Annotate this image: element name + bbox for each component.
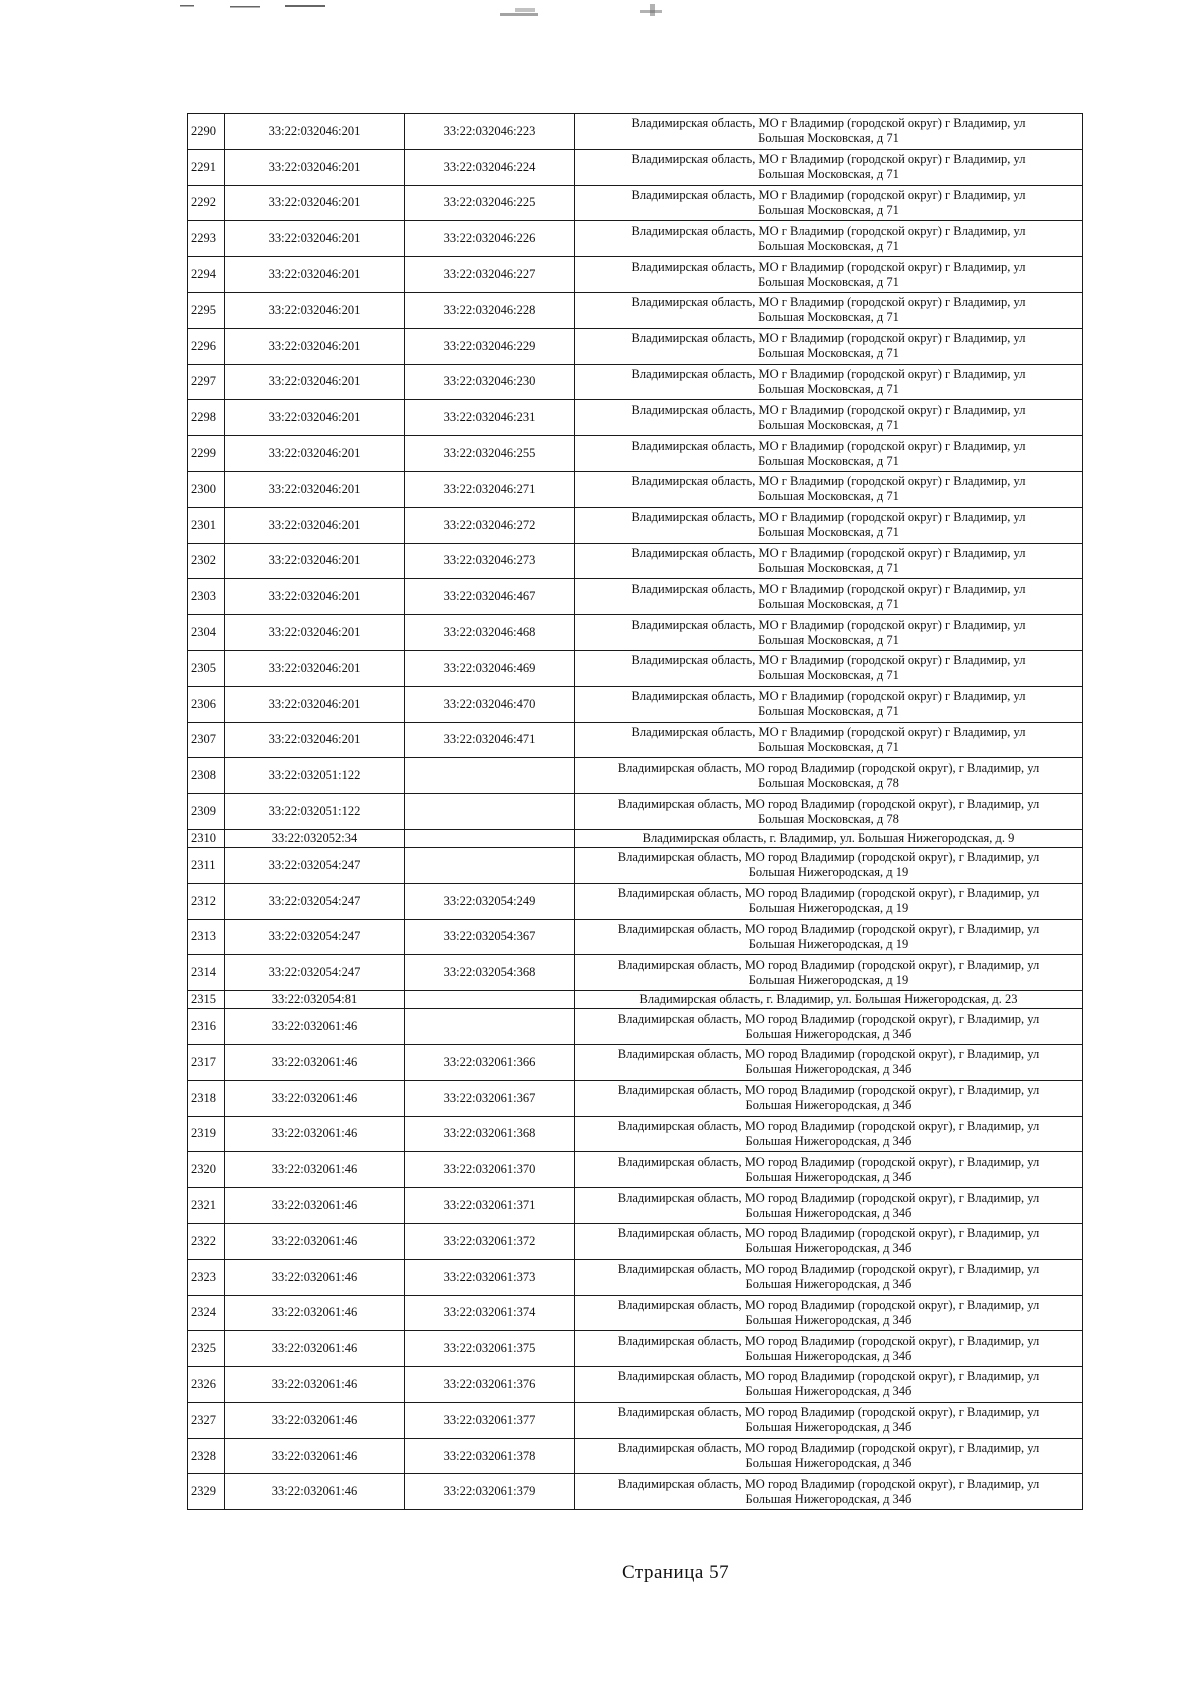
address-line-2: Большая Нижегородская, д 19 [748, 972, 909, 987]
table-row [188, 722, 1083, 758]
address-cell [575, 1474, 1083, 1510]
object-number-cell [405, 794, 575, 830]
parcel-number-cell: 33:22:032061:46 [225, 1259, 405, 1295]
parcel-number-cell: 33:22:032061:46 [225, 1402, 405, 1438]
page-number: Страница 57 [622, 1562, 730, 1583]
address-line-2: Большая Нижегородская, д 34б [745, 1205, 912, 1220]
object-number-cell: 33:22:032054:249 [405, 883, 575, 919]
row-number-cell: 2302 [188, 543, 225, 579]
table-row [188, 114, 1083, 150]
object-number-cell [405, 847, 575, 883]
parcel-number-cell: 33:22:032046:201 [225, 400, 405, 436]
address-cell [575, 543, 1083, 579]
table-row [188, 1188, 1083, 1224]
address-cell [575, 722, 1083, 758]
address-line-1: Владимирская область, г. Владимир, ул. Большая Нижегородская, д. 23 [639, 992, 1018, 1007]
address-line-2: Большая Московская, д 71 [758, 346, 899, 361]
parcel-number-cell: 33:22:032061:46 [225, 1367, 405, 1403]
address-line-1: Владимирская область, МО город Владимир (городской округ), г Владимир, ул [617, 1405, 1040, 1420]
object-number-cell: 33:22:032061:371 [405, 1188, 575, 1224]
object-number-cell: 33:22:032061:370 [405, 1152, 575, 1188]
object-number-cell: 33:22:032061:374 [405, 1295, 575, 1331]
object-number-cell: 33:22:032061:377 [405, 1402, 575, 1438]
object-number-cell: 33:22:032046:226 [405, 221, 575, 257]
address-line-1: Владимирская область, МО город Владимир (городской округ), г Владимир, ул [617, 1011, 1040, 1026]
object-number-cell: 33:22:032046:255 [405, 436, 575, 472]
table-row [188, 1402, 1083, 1438]
row-number-cell: 2306 [188, 686, 225, 722]
table-row [188, 221, 1083, 257]
parcel-number-cell: 33:22:032061:46 [225, 1295, 405, 1331]
table-row [188, 185, 1083, 221]
parcel-number-cell: 33:22:032046:201 [225, 722, 405, 758]
object-number-cell: 33:22:032061:379 [405, 1474, 575, 1510]
parcel-number-cell: 33:22:032046:201 [225, 471, 405, 507]
address-line-2: Большая Нижегородская, д 19 [748, 936, 909, 951]
address-line-2: Большая Московская, д 71 [758, 167, 899, 182]
row-number-cell: 2290 [188, 114, 225, 150]
parcel-number-cell: 33:22:032046:201 [225, 257, 405, 293]
row-number-cell: 2329 [188, 1474, 225, 1510]
address-line-2: Большая Московская, д 71 [758, 417, 899, 432]
address-line-1: Владимирская область, МО город Владимир (городской округ), г Владимир, ул [617, 1441, 1040, 1456]
row-number-cell: 2300 [188, 471, 225, 507]
parcel-number-cell: 33:22:032046:201 [225, 650, 405, 686]
address-line-2: Большая Нижегородская, д 34б [745, 1241, 912, 1256]
address-line-1: Владимирская область, МО г Владимир (городской округ) г Владимир, ул [631, 402, 1026, 417]
parcel-number-cell: 33:22:032046:201 [225, 686, 405, 722]
address-line-1: Владимирская область, МО город Владимир (городской округ), г Владимир, ул [617, 886, 1040, 901]
parcel-number-cell: 33:22:032046:201 [225, 292, 405, 328]
object-number-cell: 33:22:032061:378 [405, 1438, 575, 1474]
address-line-2: Большая Нижегородская, д 34б [745, 1312, 912, 1327]
table-row [188, 1438, 1083, 1474]
table-row [188, 579, 1083, 615]
address-line-1: Владимирская область, МО г Владимир (городской округ) г Владимир, ул [631, 438, 1026, 453]
object-number-cell: 33:22:032046:469 [405, 650, 575, 686]
address-cell [575, 829, 1083, 847]
address-line-1: Владимирская область, МО г Владимир (городской округ) г Владимир, ул [631, 152, 1026, 167]
address-line-1: Владимирская область, МО г Владимир (городской округ) г Владимир, ул [631, 223, 1026, 238]
address-line-2: Большая Нижегородская, д 34б [745, 1456, 912, 1471]
parcel-number-cell: 33:22:032046:201 [225, 328, 405, 364]
address-line-1: Владимирская область, МО город Владимир (городской округ), г Владимир, ул [617, 1333, 1040, 1348]
object-number-cell [405, 829, 575, 847]
parcel-number-cell: 33:22:032051:122 [225, 794, 405, 830]
address-cell [575, 1402, 1083, 1438]
table-row [188, 149, 1083, 185]
parcel-number-cell: 33:22:032061:46 [225, 1009, 405, 1045]
parcel-number-cell: 33:22:032054:247 [225, 847, 405, 883]
address-cell [575, 1152, 1083, 1188]
object-number-cell: 33:22:032061:366 [405, 1044, 575, 1080]
object-number-cell: 33:22:032046:467 [405, 579, 575, 615]
object-number-cell: 33:22:032061:368 [405, 1116, 575, 1152]
address-line-1: Владимирская область, МО город Владимир (городской округ), г Владимир, ул [617, 1190, 1040, 1205]
row-number-cell: 2313 [188, 919, 225, 955]
row-number-cell: 2305 [188, 650, 225, 686]
parcel-number-cell: 33:22:032061:46 [225, 1080, 405, 1116]
row-number-cell: 2312 [188, 883, 225, 919]
address-line-2: Большая Московская, д 78 [758, 775, 899, 790]
row-number-cell: 2316 [188, 1009, 225, 1045]
address-line-1: Владимирская область, МО г Владимир (городской округ) г Владимир, ул [631, 331, 1026, 346]
parcel-number-cell: 33:22:032046:201 [225, 579, 405, 615]
cadastral-register-table [187, 113, 1083, 1510]
address-line-2: Большая Московская, д 71 [758, 489, 899, 504]
parcel-number-cell: 33:22:032054:247 [225, 919, 405, 955]
address-line-1: Владимирская область, МО город Владимир (городской округ), г Владимир, ул [617, 921, 1040, 936]
table-row [188, 883, 1083, 919]
parcel-number-cell: 33:22:032051:122 [225, 758, 405, 794]
address-line-2: Большая Нижегородская, д 34б [745, 1420, 912, 1435]
address-line-1: Владимирская область, МО г Владимир (городской округ) г Владимир, ул [631, 653, 1026, 668]
table-row [188, 1331, 1083, 1367]
address-line-1: Владимирская область, МО г Владимир (городской округ) г Владимир, ул [631, 474, 1026, 489]
address-line-1: Владимирская область, МО город Владимир (городской округ), г Владимир, ул [617, 1297, 1040, 1312]
table-row [188, 400, 1083, 436]
address-line-1: Владимирская область, МО город Владимир (городской округ), г Владимир, ул [617, 1476, 1040, 1491]
row-number-cell: 2327 [188, 1402, 225, 1438]
address-line-1: Владимирская область, МО город Владимир (городской округ), г Владимир, ул [617, 760, 1040, 775]
parcel-number-cell: 33:22:032061:46 [225, 1044, 405, 1080]
row-number-cell: 2320 [188, 1152, 225, 1188]
row-number-cell: 2326 [188, 1367, 225, 1403]
address-line-1: Владимирская область, МО город Владимир (городской округ), г Владимир, ул [617, 850, 1040, 865]
address-cell [575, 991, 1083, 1009]
address-cell [575, 221, 1083, 257]
address-cell [575, 579, 1083, 615]
table-row [188, 257, 1083, 293]
address-line-2: Большая Московская, д 71 [758, 310, 899, 325]
row-number-cell: 2308 [188, 758, 225, 794]
address-cell [575, 1009, 1083, 1045]
address-line-1: Владимирская область, МО город Владимир (городской округ), г Владимир, ул [617, 1047, 1040, 1062]
address-line-2: Большая Московская, д 71 [758, 131, 899, 146]
address-line-1: Владимирская область, МО город Владимир (городской округ), г Владимир, ул [617, 1262, 1040, 1277]
object-number-cell: 33:22:032046:230 [405, 364, 575, 400]
object-number-cell: 33:22:032046:271 [405, 471, 575, 507]
address-cell [575, 185, 1083, 221]
row-number-cell: 2297 [188, 364, 225, 400]
address-line-1: Владимирская область, МО г Владимир (городской округ) г Владимир, ул [631, 617, 1026, 632]
table-row [188, 364, 1083, 400]
address-line-2: Большая Нижегородская, д 34б [745, 1277, 912, 1292]
table-row [188, 1116, 1083, 1152]
row-number-cell: 2293 [188, 221, 225, 257]
table-row [188, 471, 1083, 507]
row-number-cell: 2298 [188, 400, 225, 436]
table-row [188, 829, 1083, 847]
row-number-cell: 2309 [188, 794, 225, 830]
row-number-cell: 2294 [188, 257, 225, 293]
address-cell [575, 1223, 1083, 1259]
parcel-number-cell: 33:22:032046:201 [225, 221, 405, 257]
address-cell [575, 292, 1083, 328]
object-number-cell: 33:22:032046:272 [405, 507, 575, 543]
address-cell [575, 1331, 1083, 1367]
address-line-2: Большая Московская, д 71 [758, 596, 899, 611]
row-number-cell: 2301 [188, 507, 225, 543]
address-line-1: Владимирская область, МО город Владимир (городской округ), г Владимир, ул [617, 1154, 1040, 1169]
address-cell [575, 955, 1083, 991]
table-row [188, 955, 1083, 991]
parcel-number-cell: 33:22:032061:46 [225, 1188, 405, 1224]
table-row [188, 543, 1083, 579]
table-row [188, 436, 1083, 472]
parcel-number-cell: 33:22:032054:247 [225, 955, 405, 991]
address-line-1: Владимирская область, МО г Владимир (городской округ) г Владимир, ул [631, 187, 1026, 202]
address-line-2: Большая Нижегородская, д 34б [745, 1491, 912, 1506]
parcel-number-cell: 33:22:032061:46 [225, 1116, 405, 1152]
row-number-cell: 2321 [188, 1188, 225, 1224]
object-number-cell: 33:22:032046:223 [405, 114, 575, 150]
address-line-2: Большая Московская, д 71 [758, 739, 899, 754]
parcel-number-cell: 33:22:032054:81 [225, 991, 405, 1009]
address-cell [575, 1080, 1083, 1116]
object-number-cell: 33:22:032046:468 [405, 615, 575, 651]
parcel-number-cell: 33:22:032061:46 [225, 1474, 405, 1510]
parcel-number-cell: 33:22:032046:201 [225, 615, 405, 651]
table-row [188, 794, 1083, 830]
address-line-1: Владимирская область, МО город Владимир (городской округ), г Владимир, ул [617, 1226, 1040, 1241]
address-cell [575, 758, 1083, 794]
address-cell [575, 1044, 1083, 1080]
address-cell [575, 328, 1083, 364]
address-cell [575, 847, 1083, 883]
parcel-number-cell: 33:22:032054:247 [225, 883, 405, 919]
address-line-1: Владимирская область, МО г Владимир (городской округ) г Владимир, ул [631, 724, 1026, 739]
row-number-cell: 2304 [188, 615, 225, 651]
row-number-cell: 2325 [188, 1331, 225, 1367]
table-row [188, 1259, 1083, 1295]
address-cell [575, 615, 1083, 651]
address-line-2: Большая Московская, д 71 [758, 381, 899, 396]
address-line-2: Большая Нижегородская, д 34б [745, 1384, 912, 1399]
address-line-2: Большая Нижегородская, д 34б [745, 1098, 912, 1113]
row-number-cell: 2299 [188, 436, 225, 472]
object-number-cell: 33:22:032046:273 [405, 543, 575, 579]
table-row [188, 686, 1083, 722]
object-number-cell: 33:22:032061:373 [405, 1259, 575, 1295]
address-line-2: Большая Московская, д 71 [758, 704, 899, 719]
parcel-number-cell: 33:22:032061:46 [225, 1152, 405, 1188]
address-cell [575, 1438, 1083, 1474]
address-line-2: Большая Московская, д 71 [758, 632, 899, 647]
address-cell [575, 471, 1083, 507]
address-line-2: Большая Нижегородская, д 34б [745, 1348, 912, 1363]
row-number-cell: 2307 [188, 722, 225, 758]
address-line-2: Большая Московская, д 71 [758, 668, 899, 683]
table-row [188, 1080, 1083, 1116]
object-number-cell: 33:22:032054:367 [405, 919, 575, 955]
row-number-cell: 2311 [188, 847, 225, 883]
table-row [188, 292, 1083, 328]
address-line-2: Большая Московская, д 71 [758, 274, 899, 289]
parcel-number-cell: 33:22:032061:46 [225, 1331, 405, 1367]
parcel-number-cell: 33:22:032046:201 [225, 114, 405, 150]
row-number-cell: 2314 [188, 955, 225, 991]
row-number-cell: 2310 [188, 829, 225, 847]
object-number-cell [405, 991, 575, 1009]
table-row [188, 507, 1083, 543]
address-line-2: Большая Московская, д 71 [758, 525, 899, 540]
address-cell [575, 883, 1083, 919]
object-number-cell [405, 758, 575, 794]
object-number-cell: 33:22:032046:231 [405, 400, 575, 436]
parcel-number-cell: 33:22:032046:201 [225, 364, 405, 400]
address-line-2: Большая Нижегородская, д 34б [745, 1133, 912, 1148]
address-line-1: Владимирская область, МО г Владимир (городской округ) г Владимир, ул [631, 510, 1026, 525]
table-row [188, 615, 1083, 651]
address-line-2: Большая Московская, д 71 [758, 453, 899, 468]
address-line-2: Большая Московская, д 71 [758, 560, 899, 575]
address-line-2: Большая Нижегородская, д 34б [745, 1026, 912, 1041]
row-number-cell: 2324 [188, 1295, 225, 1331]
address-line-1: Владимирская область, МО город Владимир (городской округ), г Владимир, ул [617, 1118, 1040, 1133]
address-cell [575, 364, 1083, 400]
table-row [188, 847, 1083, 883]
table-row [188, 1009, 1083, 1045]
row-number-cell: 2292 [188, 185, 225, 221]
address-line-1: Владимирская область, г. Владимир, ул. Большая Нижегородская, д. 9 [642, 830, 1015, 845]
table-row [188, 328, 1083, 364]
address-cell [575, 919, 1083, 955]
row-number-cell: 2328 [188, 1438, 225, 1474]
address-line-2: Большая Московская, д 78 [758, 811, 899, 826]
object-number-cell: 33:22:032061:367 [405, 1080, 575, 1116]
address-cell [575, 794, 1083, 830]
row-number-cell: 2295 [188, 292, 225, 328]
parcel-number-cell: 33:22:032061:46 [225, 1223, 405, 1259]
row-number-cell: 2317 [188, 1044, 225, 1080]
address-line-1: Владимирская область, МО г Владимир (городской округ) г Владимир, ул [631, 545, 1026, 560]
address-line-2: Большая Московская, д 71 [758, 202, 899, 217]
table-row [188, 919, 1083, 955]
table-row [188, 1152, 1083, 1188]
address-line-1: Владимирская область, МО г Владимир (городской округ) г Владимир, ул [631, 116, 1026, 131]
row-number-cell: 2296 [188, 328, 225, 364]
parcel-number-cell: 33:22:032046:201 [225, 507, 405, 543]
address-line-1: Владимирская область, МО г Владимир (городской округ) г Владимир, ул [631, 259, 1026, 274]
address-line-1: Владимирская область, МО город Владимир (городской округ), г Владимир, ул [617, 957, 1040, 972]
object-number-cell: 33:22:032046:471 [405, 722, 575, 758]
object-number-cell: 33:22:032046:229 [405, 328, 575, 364]
address-cell [575, 114, 1083, 150]
address-line-2: Большая Нижегородская, д 19 [748, 865, 909, 880]
parcel-number-cell: 33:22:032046:201 [225, 149, 405, 185]
parcel-number-cell: 33:22:032052:34 [225, 829, 405, 847]
object-number-cell: 33:22:032061:375 [405, 1331, 575, 1367]
table-row [188, 1474, 1083, 1510]
address-cell [575, 400, 1083, 436]
address-line-1: Владимирская область, МО г Владимир (городской округ) г Владимир, ул [631, 295, 1026, 310]
table-row [188, 991, 1083, 1009]
address-cell [575, 149, 1083, 185]
address-line-1: Владимирская область, МО город Владимир (городской округ), г Владимир, ул [617, 1369, 1040, 1384]
table-row [188, 650, 1083, 686]
scan-artifacts [0, 0, 1200, 60]
address-cell [575, 650, 1083, 686]
object-number-cell: 33:22:032046:227 [405, 257, 575, 293]
object-number-cell: 33:22:032054:368 [405, 955, 575, 991]
table-row [188, 1044, 1083, 1080]
object-number-cell: 33:22:032046:225 [405, 185, 575, 221]
address-line-2: Большая Нижегородская, д 34б [745, 1169, 912, 1184]
parcel-number-cell: 33:22:032046:201 [225, 185, 405, 221]
parcel-number-cell: 33:22:032046:201 [225, 436, 405, 472]
row-number-cell: 2303 [188, 579, 225, 615]
object-number-cell: 33:22:032046:470 [405, 686, 575, 722]
address-cell [575, 1188, 1083, 1224]
address-line-2: Большая Нижегородская, д 19 [748, 901, 909, 916]
address-line-2: Большая Московская, д 71 [758, 238, 899, 253]
object-number-cell: 33:22:032046:228 [405, 292, 575, 328]
table-row [188, 1223, 1083, 1259]
address-line-1: Владимирская область, МО город Владимир (городской округ), г Владимир, ул [617, 796, 1040, 811]
address-cell [575, 686, 1083, 722]
address-line-1: Владимирская область, МО г Владимир (городской округ) г Владимир, ул [631, 689, 1026, 704]
address-cell [575, 1116, 1083, 1152]
row-number-cell: 2319 [188, 1116, 225, 1152]
address-line-2: Большая Нижегородская, д 34б [745, 1062, 912, 1077]
object-number-cell [405, 1009, 575, 1045]
address-cell [575, 436, 1083, 472]
table-row [188, 1295, 1083, 1331]
address-line-1: Владимирская область, МО г Владимир (городской округ) г Владимир, ул [631, 366, 1026, 381]
address-cell [575, 1259, 1083, 1295]
table-row [188, 758, 1083, 794]
row-number-cell: 2291 [188, 149, 225, 185]
parcel-number-cell: 33:22:032046:201 [225, 543, 405, 579]
row-number-cell: 2318 [188, 1080, 225, 1116]
address-cell [575, 257, 1083, 293]
object-number-cell: 33:22:032061:376 [405, 1367, 575, 1403]
row-number-cell: 2323 [188, 1259, 225, 1295]
address-cell [575, 1295, 1083, 1331]
row-number-cell: 2322 [188, 1223, 225, 1259]
address-cell [575, 1367, 1083, 1403]
address-line-1: Владимирская область, МО г Владимир (городской округ) г Владимир, ул [631, 581, 1026, 596]
parcel-number-cell: 33:22:032061:46 [225, 1438, 405, 1474]
table-row [188, 1367, 1083, 1403]
object-number-cell: 33:22:032061:372 [405, 1223, 575, 1259]
address-cell [575, 507, 1083, 543]
address-line-1: Владимирская область, МО город Владимир (городской округ), г Владимир, ул [617, 1083, 1040, 1098]
object-number-cell: 33:22:032046:224 [405, 149, 575, 185]
row-number-cell: 2315 [188, 991, 225, 1009]
